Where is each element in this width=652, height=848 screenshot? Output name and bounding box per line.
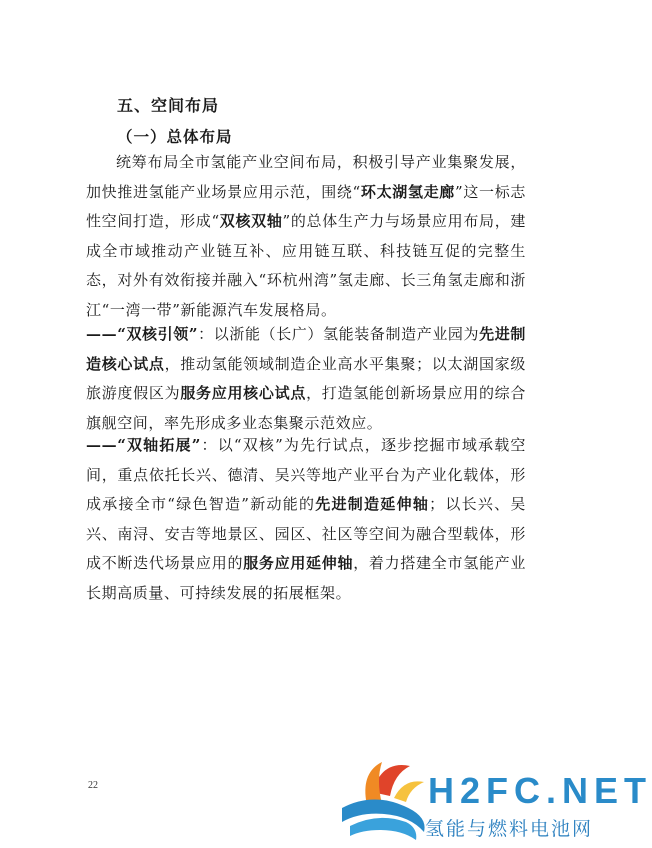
bold-lead: ——“双轴拓展” bbox=[86, 436, 201, 454]
bold-lead: ——“双核引领” bbox=[86, 325, 199, 343]
text-run: ”这一标志性空间打造，形成“ bbox=[86, 182, 526, 230]
bold-term: 双核双轴 bbox=[219, 212, 283, 230]
text-run: ，着力搭建全市氢能产业长期高质量、可持续发展的拓展框架。 bbox=[86, 554, 526, 602]
section-title: 五、空间布局 bbox=[117, 96, 220, 115]
paragraph-overview bbox=[86, 148, 526, 325]
watermark-brand: H2FC.NET bbox=[428, 770, 652, 811]
paragraph-dual-axis bbox=[86, 431, 526, 608]
text-run: ：以浙能（长广）氢能装备制造产业园为 bbox=[198, 325, 480, 343]
bold-term: 先进制造延伸轴 bbox=[315, 495, 430, 513]
text-run: ”的总体生产力与场景应用布局，建成全市域推动产业链互补、应用链互联、科技链互促的完整生态，对外有效衔接并融入“环杭州湾”氢走廊、长三角氢走廊和浙江“一湾一带”新能源汽车发展格局。 bbox=[86, 212, 526, 319]
text-run: ，推动氢能领域制造企业高水平集聚；以太湖国家级旅游度假区为 bbox=[86, 354, 526, 402]
bold-term: 服务应用延伸轴 bbox=[243, 554, 354, 572]
text-run: ：以“双核”为先行试点，逐步挖掘市域承载空间，重点依托长兴、德清、吴兴等地产业平台为产业化载体，形成承接全市“绿色智造”新动能的 bbox=[86, 436, 526, 513]
bold-term: 先进制造核心试点 bbox=[86, 325, 526, 373]
text-run: ；以长兴、吴兴、南浔、安吉等地景区、园区、社区等空间为融合型载体，形成不断迭代场景应用的 bbox=[86, 495, 526, 572]
paragraph-dual-core bbox=[86, 320, 526, 438]
bold-term: 服务应用核心试点 bbox=[180, 384, 307, 402]
sub-title: （一）总体布局 bbox=[117, 127, 233, 146]
page-number: 22 bbox=[88, 780, 98, 791]
text-run: 统筹布局全市氢能产业空间布局，积极引导产业集聚发展，加快推进氢能产业场景应用示范，围绕“ bbox=[86, 153, 526, 201]
bold-term: 环太湖氢走廊 bbox=[360, 182, 455, 201]
watermark-subtitle: 氢能与燃料电池网 bbox=[425, 818, 594, 840]
text-run: ，打造氢能创新场景应用的综合旗舰空间，率先形成多业态集聚示范效应。 bbox=[86, 384, 526, 432]
